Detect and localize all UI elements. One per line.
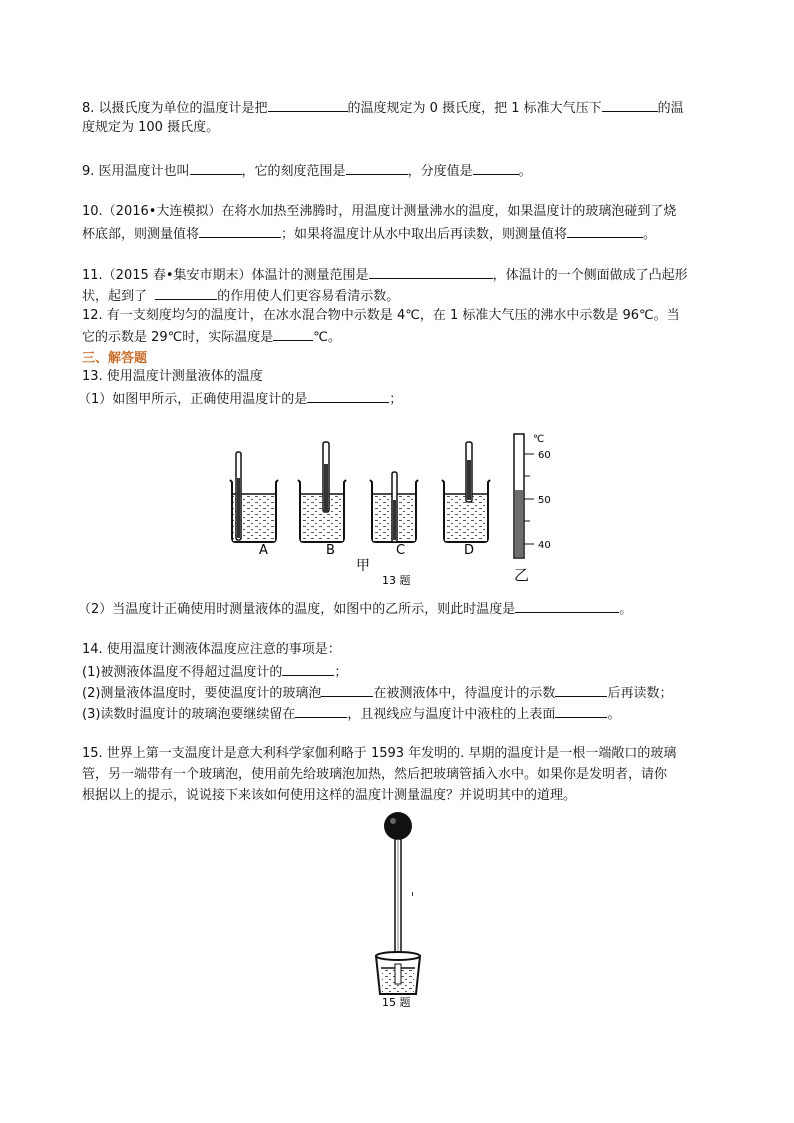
beaker-a bbox=[230, 452, 278, 542]
question-9: 9. 医用温度计也叫 ，它的刻度范围是 ，分度值是 。 bbox=[82, 161, 532, 181]
beaker-b bbox=[298, 442, 346, 542]
label-c: C bbox=[396, 543, 406, 558]
question-14-item-2: (2)测量液体温度时，要使温度计的玻璃泡 在被测液体中，待温度计的示数 后再读数； bbox=[82, 683, 672, 703]
question-11-line-1: 11.（2015 春•集安市期末）体温计的测量范围是 ，体温计的一个侧面做成了凸起形 bbox=[82, 265, 688, 285]
blank[interactable] bbox=[515, 599, 619, 613]
question-8-line-1: 8. 以摄氏度为单位的温度计是把 的温度规定为 0 摄氏度，把 1 标准大气压下 的温 bbox=[82, 98, 684, 118]
figure-15-caption: 15 题 bbox=[382, 996, 411, 1009]
question-14-item-1: (1)被测液体温度不得超过温度计的 ； bbox=[82, 662, 347, 682]
blank[interactable] bbox=[346, 161, 408, 175]
question-10-line-2: 杯底部，则测量值将 ；如果将温度计从水中取出后再读数，则测量值将 。 bbox=[82, 224, 656, 244]
blank[interactable] bbox=[190, 161, 242, 175]
blank[interactable] bbox=[273, 327, 313, 341]
question-11-line-2: 状，起到了 的作用使人们更容易看清示数。 bbox=[82, 286, 399, 306]
question-10-line-1: 10.（2016•大连模拟）在将水加热至沸腾时，用温度计测量沸水的温度，如果温度计的玻璃泡碰到了烧 bbox=[82, 204, 677, 219]
tick-label-60: 60 bbox=[538, 450, 551, 461]
tick-label-40: 40 bbox=[538, 540, 551, 551]
blank[interactable] bbox=[567, 224, 643, 238]
blank[interactable] bbox=[555, 683, 607, 697]
label-b: B bbox=[326, 543, 335, 558]
figure-13 bbox=[222, 428, 562, 588]
blank[interactable] bbox=[555, 704, 607, 718]
question-14-title: 14. 使用温度计测液体温度应注意的事项是： bbox=[82, 642, 341, 657]
blank[interactable] bbox=[369, 265, 493, 279]
temp-unit: ℃ bbox=[533, 434, 545, 445]
question-12-line-2: 它的示数是 29℃时，实际温度是 ℃。 bbox=[82, 327, 341, 347]
tick-label-50: 50 bbox=[538, 495, 551, 506]
blank[interactable] bbox=[307, 389, 389, 403]
label-a: A bbox=[259, 543, 268, 558]
beaker-d bbox=[442, 442, 490, 542]
section-heading: 三、解答题 bbox=[82, 351, 148, 366]
blank[interactable] bbox=[282, 662, 334, 676]
label-d: D bbox=[464, 543, 475, 558]
label-yi: 乙 bbox=[514, 566, 530, 584]
blank[interactable] bbox=[199, 224, 281, 238]
question-13-title: 13. 使用温度计测量液体的温度 bbox=[82, 369, 263, 384]
blank[interactable] bbox=[602, 98, 658, 112]
label-jia: 甲 bbox=[356, 558, 370, 574]
galileo-thermometer bbox=[376, 812, 420, 994]
beaker-c bbox=[370, 472, 418, 542]
blank[interactable] bbox=[155, 286, 217, 300]
question-13-sub-1: （1）如图甲所示，正确使用温度计的是 ； bbox=[78, 389, 402, 409]
blank[interactable] bbox=[473, 161, 519, 175]
question-15-line-1: 15. 世界上第一支温度计是意大利科学家伽利略于 1593 年发明的. 早期的温度计是一根一端敞口的玻璃 bbox=[82, 746, 677, 761]
figure-15 bbox=[360, 806, 440, 1011]
question-12-line-1: 12. 有一支刻度均匀的温度计，在冰水混合物中示数是 4℃，在 1 标准大气压的沸水中示数是 96℃。当 bbox=[82, 308, 680, 323]
thermometer-yi bbox=[514, 434, 551, 558]
question-13-sub-2: （2）当温度计正确使用时测量液体的温度，如图中的乙所示，则此时温度是 。 bbox=[78, 599, 632, 619]
question-14-item-3: (3)读数时温度计的玻璃泡要继续留在 ，且视线应与温度计中液柱的上表面 。 bbox=[82, 704, 620, 724]
question-15-line-3: 根据以上的提示，说说接下来该如何使用这样的温度计测量温度？并说明其中的道理。 bbox=[82, 788, 577, 803]
blank[interactable] bbox=[321, 683, 373, 697]
blank[interactable] bbox=[295, 704, 347, 718]
blank[interactable] bbox=[268, 98, 348, 112]
figure-13-caption: 13 题 bbox=[382, 574, 411, 587]
question-15-line-2: 管，另一端带有一个玻璃泡，使用前先给玻璃泡加热，然后把玻璃管插入水中。如果你是发明者，请你 bbox=[82, 767, 668, 782]
question-8-line-2: 度规定为 100 摄氏度。 bbox=[82, 120, 220, 135]
